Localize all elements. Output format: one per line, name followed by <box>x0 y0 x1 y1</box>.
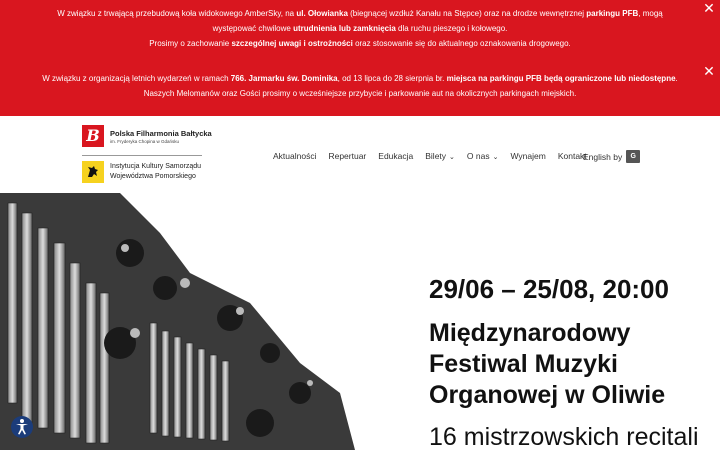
nav-o-nas[interactable] <box>467 151 499 161</box>
notice-text <box>0 71 720 101</box>
chevron-down-icon: ⌄ <box>492 153 499 161</box>
site-header <box>0 116 720 193</box>
title-line: Festiwal Muzyki <box>429 350 618 378</box>
pfb-logo[interactable] <box>82 125 212 147</box>
close-icon[interactable]: ✕ <box>703 1 715 17</box>
google-translate-icon: G <box>626 150 640 163</box>
notice-segment: W związku z organizacją letnich wydarzeń w ramach <box>42 74 231 83</box>
nav-label: Kontakt <box>557 151 587 161</box>
notice-segment: , od 13 lipca do 28 sierpnia br. <box>337 74 447 83</box>
notice-banner-parking <box>0 58 720 116</box>
event-subtitle: 16 mistrzowskich recitali <box>429 423 699 450</box>
notice-emphasis: parkingu PFB <box>586 9 639 18</box>
notice-segment: dla ruchu pieszego i kołowego. <box>395 24 508 33</box>
notice-segment: Prosimy o zachowanie <box>149 39 232 48</box>
nav-label: Edukacja <box>378 151 414 161</box>
nav-edukacja[interactable] <box>378 151 413 161</box>
language-label: English by <box>583 151 623 162</box>
griffin-icon <box>82 161 104 183</box>
hero-banner[interactable] <box>0 193 720 450</box>
institution-line1: Instytucja Kultury Samorządu <box>110 163 202 170</box>
nav-label: Wynajem <box>510 151 546 161</box>
pomorskie-logo[interactable] <box>82 161 201 183</box>
event-title <box>429 318 719 411</box>
notice-emphasis: miejsca na parkingu PFB będą ograniczone lub niedostępne <box>446 74 676 83</box>
nav-label: O nas <box>466 151 490 161</box>
nav-wynajem[interactable] <box>510 151 545 161</box>
notice-segment: Naszych Melomanów oraz Gości prosimy o wcześniejsze przybycie i parkowanie aut na okolicznych parkingach miejskich. <box>143 89 577 98</box>
nav-label: Bilety <box>425 151 447 161</box>
institution-line2: Województwa Pomorskiego <box>110 173 196 180</box>
notice-text <box>0 6 720 51</box>
title-line: Międzynarodowy <box>429 319 631 347</box>
pfb-logo-mark: B <box>82 125 104 147</box>
event-date: 29/06 – 25/08, 20:00 <box>429 274 669 304</box>
notice-segment: . <box>675 74 678 83</box>
logo-subtitle: im. Fryderyka Chopina w Gdańsku <box>110 138 180 144</box>
notice-segment: W związku z trwającą przebudową koła widokowego AmberSky, na <box>57 9 297 18</box>
title-line: Organowej w Oliwie <box>429 381 666 409</box>
nav-repertuar[interactable] <box>328 151 366 161</box>
main-nav <box>273 151 599 161</box>
notice-emphasis: utrudnienia lub zamknięcia <box>293 24 396 33</box>
organ-photo <box>0 193 360 450</box>
logo-divider <box>82 155 202 156</box>
notice-segment: oraz stosowanie się do aktualnego oznakowania drogowego. <box>352 39 571 48</box>
nav-label: Aktualności <box>273 151 317 161</box>
logo-title: Polska Filharmonia Bałtycka <box>110 128 212 138</box>
notice-emphasis: 766. Jarmarku św. Dominika <box>230 74 338 83</box>
nav-aktualnosci[interactable] <box>273 151 316 161</box>
notice-emphasis: szczególnej uwagi i ostrożności <box>231 39 353 48</box>
notice-banner-construction <box>0 0 720 58</box>
chevron-down-icon: ⌄ <box>449 153 455 161</box>
notice-segment: , mogą występować chwilowe <box>212 9 663 33</box>
notice-emphasis: ul. Ołowianka <box>296 9 348 18</box>
nav-bilety[interactable] <box>425 151 455 161</box>
close-icon[interactable]: ✕ <box>703 64 715 80</box>
accessibility-icon[interactable] <box>10 415 34 439</box>
language-switcher[interactable] <box>583 150 640 163</box>
nav-label: Repertuar <box>328 151 367 161</box>
notice-segment: (biegnącej wzdłuż Kanału na Stępce) oraz na drodze wewnętrznej <box>347 9 587 18</box>
